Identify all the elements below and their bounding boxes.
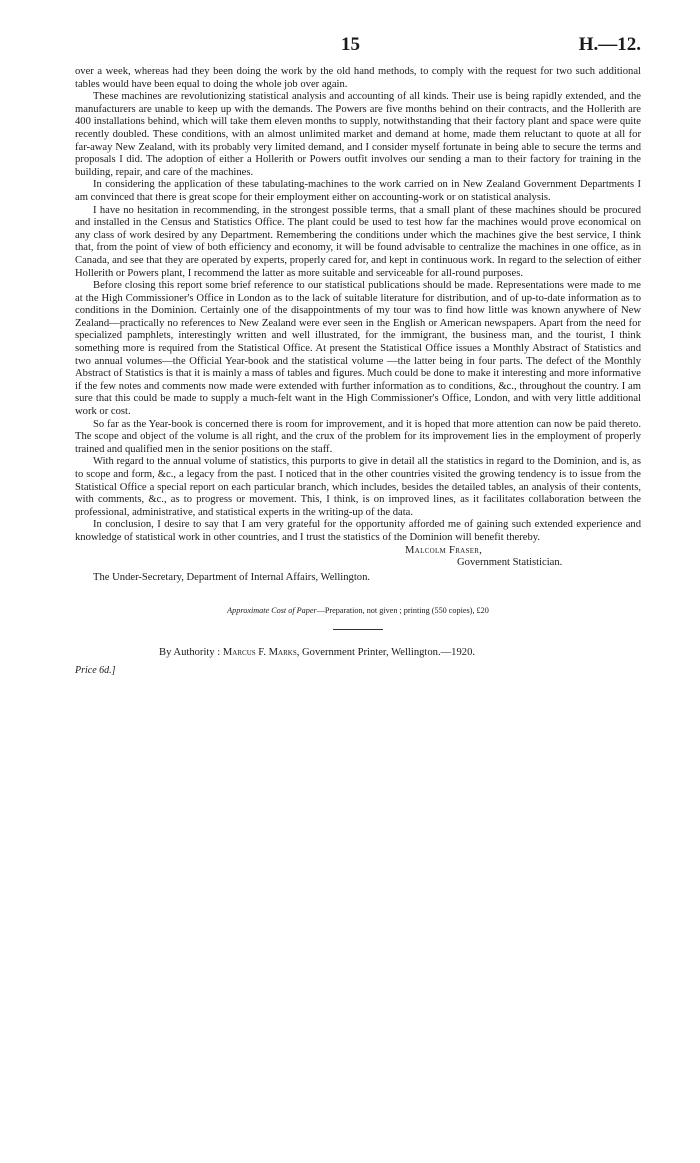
- imprint-suffix: , Government Printer, Wellington.—1920.: [296, 647, 476, 659]
- document-reference: H.—12.: [578, 34, 641, 55]
- paragraph-machines: These machines are revolutionizing statistical analysis and accounting of all kinds. Their use is being rapidly extended, and the manufacturers are unable to keep up with the demands. The Powers are five months behind on their contracts, and the Hollerith are 400 installations behind, which will take them eleven months to supply, notwithstanding that their factory plant and space were quite recently doubled. These conditions, with an almost unlimited market and demand at home, made them reluctant to quote at all for far-away New Zealand, with its probably very limited demand, and I consider myself fortunate in being able to secure the terms and proposals I did. The adoption of either a Hollerith or Powers outfit involves our sending a man to their factory for training in the building, repair, and care of the machines.: [75, 91, 641, 178]
- addressee: The Under-Secretary, Department of Internal Affairs, Wellington.: [93, 571, 371, 583]
- cost-note-label: Approximate Cost of Paper: [227, 606, 317, 616]
- paragraph-considering: In considering the application of these tabulating-machines to the work carried on in New Zealand Government Departments I am convinced that there is great scope for their employment either on accounting-work or on statistical analysis.: [75, 179, 641, 203]
- cost-note-text: —Preparation, not given ; printing (550 copies), £20: [316, 606, 489, 616]
- report-body: [75, 66, 641, 676]
- imprint-prefix: By Authority :: [159, 647, 221, 659]
- paragraph-conclusion: In conclusion, I desire to say that I am very grateful for the opportunity afforded me of gaining such extended experience and knowledge of statistical work in other countries, and I trust the statistics of the Dominion will benefit thereby.: [75, 519, 641, 543]
- price-note: Price 6d.]: [75, 665, 116, 677]
- signatory-name: Malcolm Fraser,: [405, 544, 483, 556]
- paragraph-recommendation: I have no hesitation in recommending, in the strongest possible terms, that a small plant of these machines should be procured and installed in the Census and Statistics Office. The plant could be used to test how far the machines would prove economical on any class of work desired by any Department. Remembering the conditions under which the machines give the best service, I think that, from the point of view of both efficiency and economy, it will be found advisable to centralize the machines in one office, as in Canada, and see that they are operated by experts, properly cared for, and kept in continuous work. In regard to the selection of either Hollerith or Powers plant, I recommend the latter as more suitable and serviceable for all-round purposes.: [75, 204, 641, 279]
- printer-imprint: [75, 646, 641, 659]
- paragraph-continuation: over a week, whereas had they been doing the work by the old hand methods, to comply with the request for two such additional tables would have been equal to doing the whole job over again.: [75, 66, 641, 90]
- page-number: 15: [341, 34, 360, 55]
- paragraph-year-book: So far as the Year-book is concerned there is room for improvement, and it is hoped that more attention can now be paid thereto. The scope and object of the volume is all right, and the crux of the problem for its improvement lies in the employment of properly trained and qualified men in the senior positions on the staff.: [75, 418, 641, 455]
- signature-block: [75, 545, 641, 570]
- paragraph-publications: Before closing this report some brief reference to our statistical publications should be made. Representations were made to me at the High Commissioner's Office in London as to the lack of suitable literature for distribution, and of up-to-date information as to conditions in the Dominion. Certainly one of the disappointments of my tour was to find how little was known anywhere of New Zealand—practically no references to New Zealand were ever seen in the English or American newspapers. Apart from the need for specialized pamphlets, interestingly written and well illustrated, for the immigrant, the business man, and the tourist, I think something more is required from the Statistical Office. At present the Statistical Office issues a Monthly Abstract of Statistics and two annual volumes—the Official Year-book and the statistical volume —the latter being in four parts. The defect of the Monthly Abstract of Statistics is that it is mainly a mass of tables and figures. Much could be done to make it interesting and more informative if the few notes and comments now made were extended with further information as to conditions, &c., throughout the country. I am sure that this could be made to supply a much-felt want in the High Commissioner's Office, London, and with very little additional work or cost.: [75, 280, 641, 418]
- imprint-printer: Marcus F. Marks: [222, 647, 297, 659]
- divider-rule: [333, 629, 383, 630]
- paragraph-annual-volume: With regard to the annual volume of statistics, this purports to give in detail all the statistics in regard to the Dominion, and is, as to scope and form, &c., a legacy from the past. I noticed that in the other countries visited the growing tendency is to issue from the Statistical Office a special report on each particular branch, which includes, besides the detailed tables, an analysis of their contents, with comments, &c., as to progress or movement. This, I think, is on improved lines, as it facilitates collaboration between the professional, administrative, and statistical experts in the writing-up of the data.: [75, 456, 641, 518]
- signatory-title: Government Statistician.: [457, 557, 563, 569]
- page-header: [75, 34, 641, 58]
- cost-note: [75, 606, 641, 615]
